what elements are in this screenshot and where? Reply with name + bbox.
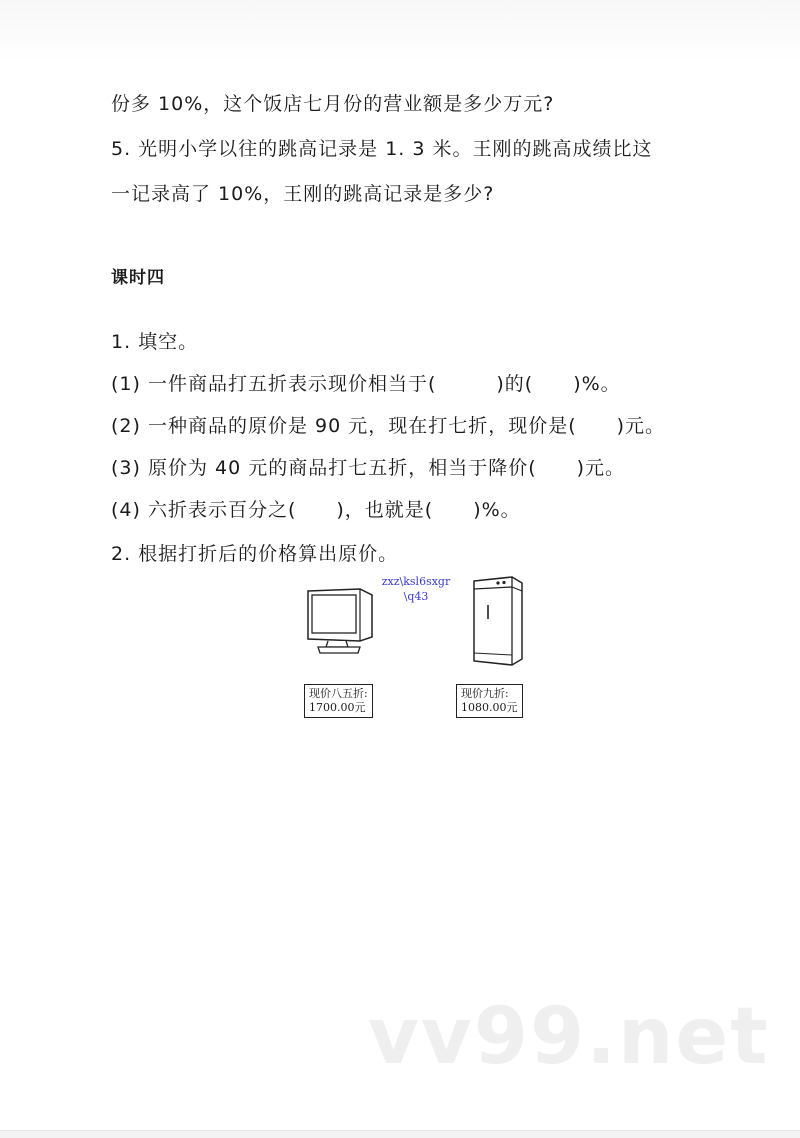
code-mark-line-2: \q43: [403, 590, 429, 603]
refrigerator-price-label: [456, 684, 523, 718]
text-line-2: 5. 光明小学以往的跳高记录是 1. 3 米。王刚的跳高成绩比这: [111, 138, 653, 160]
monitor-price-label: [304, 684, 373, 718]
text-line-1: 份多 10%，这个饭店七月份的营业额是多少万元?: [111, 93, 555, 115]
text-line-3: 一记录高了 10%，王刚的跳高记录是多少?: [111, 183, 495, 205]
page-top-band: [0, 0, 800, 62]
monitor-price-label-line-2: 1700.00元: [309, 701, 366, 714]
question-2-title: 2. 根据打折后的价格算出原价。: [111, 543, 399, 565]
question-1-item-3: (3) 原价为 40 元的商品打七五折，相当于降价( )元。: [111, 457, 626, 479]
monitor-price-label-line-1: 现价八五折:: [309, 687, 368, 700]
question-1-item-4: (4) 六折表示百分之( )，也就是( )%。: [111, 499, 521, 521]
question-1-title: 1. 填空。: [111, 331, 199, 353]
refrigerator-price-label-line-2: 1080.00元: [461, 701, 518, 714]
computer-monitor-icon: [300, 585, 380, 657]
question-1-item-2: (2) 一种商品的原价是 90 元，现在打七折，现价是( )元。: [111, 415, 666, 437]
refrigerator-icon: [468, 573, 528, 667]
blue-code-mark: [380, 574, 452, 604]
watermark: vv99.net: [368, 992, 770, 1082]
question-1-item-1: (1) 一件商品打五折表示现价相当于( )的( )%。: [111, 373, 621, 395]
code-mark-line-1: zxz\ksl6sxgr: [381, 575, 451, 588]
refrigerator-price-label-line-1: 现价九折:: [461, 687, 509, 700]
section-heading: 课时四: [111, 268, 165, 288]
